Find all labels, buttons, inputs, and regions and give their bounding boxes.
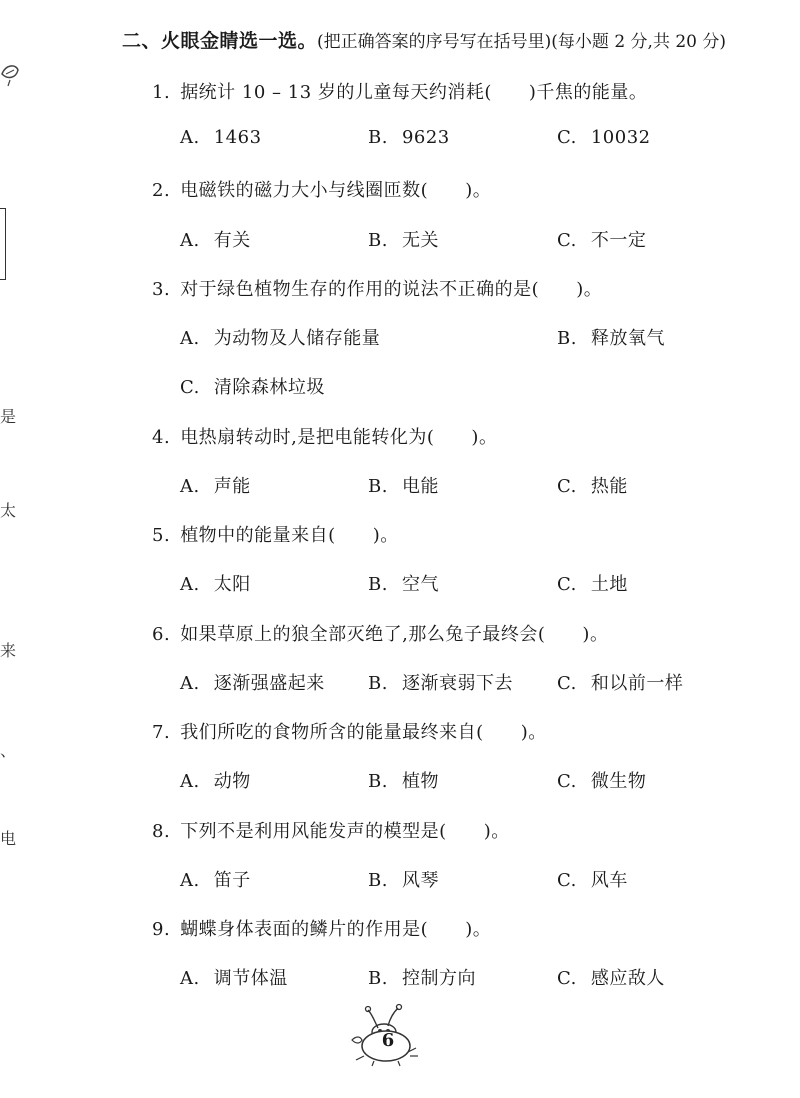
- option-text: 笛子: [213, 870, 251, 891]
- option-b[interactable]: [368, 964, 476, 990]
- edge-char: 电: [0, 829, 17, 848]
- option-b[interactable]: [368, 767, 439, 793]
- option-text: 热能: [590, 476, 628, 497]
- option-text: 无关: [401, 230, 439, 251]
- question-number: 3.: [152, 279, 171, 300]
- option-text: 空气: [401, 574, 439, 595]
- option-text: 声能: [213, 476, 251, 497]
- option-c[interactable]: [557, 866, 628, 892]
- option-text: 逐渐衰弱下去: [401, 673, 513, 694]
- edge-box: [0, 208, 6, 280]
- option-text: 有关: [213, 230, 251, 251]
- option-text: 调节体温: [213, 968, 288, 989]
- option-letter: C.: [557, 870, 577, 891]
- option-letter: C.: [557, 771, 577, 792]
- question-1: [152, 78, 647, 104]
- option-b[interactable]: [368, 669, 513, 695]
- question-6: [152, 620, 608, 646]
- option-c[interactable]: [557, 767, 646, 793]
- option-letter: A.: [180, 968, 200, 989]
- option-b[interactable]: [557, 324, 665, 350]
- option-letter: B.: [368, 771, 388, 792]
- option-letter: B.: [368, 230, 388, 251]
- option-text: 动物: [213, 771, 251, 792]
- option-letter: C.: [557, 574, 577, 595]
- option-letter: B.: [368, 574, 388, 595]
- option-text: 土地: [590, 574, 628, 595]
- option-text: 和以前一样: [590, 673, 684, 694]
- question-number: 4.: [152, 427, 171, 448]
- question-number: 6.: [152, 624, 171, 645]
- option-text: 为动物及人储存能量: [213, 328, 381, 349]
- option-letter: A.: [180, 870, 200, 891]
- option-text: 电能: [401, 476, 439, 497]
- option-b[interactable]: [368, 866, 439, 892]
- option-text: 9623: [401, 127, 450, 148]
- option-c[interactable]: [557, 669, 683, 695]
- edge-char: 太: [0, 501, 17, 520]
- option-letter: A.: [180, 230, 200, 251]
- option-letter: B.: [368, 673, 388, 694]
- page-number: 6: [381, 1030, 395, 1051]
- option-a[interactable]: [180, 767, 251, 793]
- option-letter: A.: [180, 771, 200, 792]
- edge-char: 、: [0, 741, 17, 760]
- question-4: [152, 423, 497, 449]
- option-a[interactable]: [180, 570, 251, 596]
- option-a[interactable]: [180, 127, 262, 148]
- question-text: 电磁铁的磁力大小与线圈匝数( )。: [180, 180, 492, 201]
- question-text: 蝴蝶身体表面的鳞片的作用是( )。: [180, 919, 492, 940]
- option-letter: A.: [180, 574, 200, 595]
- option-text: 不一定: [590, 230, 647, 251]
- option-text: 感应敌人: [590, 968, 665, 989]
- section-heading: 二、火眼金睛选一选。: [122, 30, 318, 52]
- question-number: 7.: [152, 722, 171, 743]
- option-text: 风琴: [401, 870, 439, 891]
- question-8: [152, 817, 510, 843]
- question-text: 据统计 10 – 13 岁的儿童每天约消耗( )千焦的能量。: [180, 82, 648, 103]
- option-letter: C.: [557, 476, 577, 497]
- option-c[interactable]: [180, 373, 325, 399]
- option-a[interactable]: [180, 669, 325, 695]
- option-letter: B.: [368, 476, 388, 497]
- question-text: 下列不是利用风能发声的模型是( )。: [180, 821, 510, 842]
- option-text: 植物: [401, 771, 439, 792]
- option-letter: C.: [557, 127, 577, 148]
- option-letter: B.: [368, 968, 388, 989]
- option-letter: B.: [368, 127, 388, 148]
- option-letter: C.: [557, 230, 577, 251]
- option-letter: C.: [180, 377, 200, 398]
- question-3: [152, 275, 602, 301]
- question-text: 电热扇转动时,是把电能转化为( )。: [180, 427, 498, 448]
- option-text: 逐渐强盛起来: [213, 673, 325, 694]
- option-letter: B.: [557, 328, 577, 349]
- question-9: [152, 915, 491, 941]
- option-letter: A.: [180, 328, 200, 349]
- option-text: 10032: [590, 127, 651, 148]
- question-text: 我们所吃的食物所含的能量最终来自( )。: [180, 722, 547, 743]
- option-letter: A.: [180, 476, 200, 497]
- option-letter: C.: [557, 968, 577, 989]
- option-a[interactable]: [180, 324, 380, 350]
- option-text: 微生物: [590, 771, 647, 792]
- edge-char: 来: [0, 641, 17, 660]
- section-title: [122, 26, 726, 53]
- section-instructions: (把正确答案的序号写在括号里)(每小题 2 分,共 20 分): [317, 32, 727, 52]
- question-number: 9.: [152, 919, 171, 940]
- option-c[interactable]: [557, 964, 665, 990]
- option-letter: B.: [368, 870, 388, 891]
- question-5: [152, 521, 399, 547]
- option-text: 风车: [590, 870, 628, 891]
- option-text: 1463: [213, 127, 262, 148]
- option-c[interactable]: [557, 127, 651, 148]
- question-number: 5.: [152, 525, 171, 546]
- option-a[interactable]: [180, 472, 251, 498]
- option-c[interactable]: [557, 226, 646, 252]
- question-number: 2.: [152, 180, 171, 201]
- option-c[interactable]: [557, 570, 628, 596]
- option-text: 释放氧气: [590, 328, 665, 349]
- option-letter: A.: [180, 127, 200, 148]
- option-a[interactable]: [180, 226, 251, 252]
- option-a[interactable]: [180, 866, 251, 892]
- leaf-ornament-icon: [0, 60, 22, 88]
- option-text: 清除森林垃圾: [213, 377, 325, 398]
- option-a[interactable]: [180, 964, 288, 990]
- question-text: 对于绿色植物生存的作用的说法不正确的是( )。: [180, 279, 603, 300]
- question-number: 8.: [152, 821, 171, 842]
- question-2: [152, 176, 491, 202]
- question-7: [152, 718, 547, 744]
- option-text: 控制方向: [401, 968, 476, 989]
- question-text: 植物中的能量来自( )。: [180, 525, 399, 546]
- option-letter: C.: [557, 673, 577, 694]
- option-b[interactable]: [368, 127, 450, 148]
- option-text: 太阳: [213, 574, 251, 595]
- option-b[interactable]: [368, 226, 439, 252]
- option-b[interactable]: [368, 570, 439, 596]
- option-c[interactable]: [557, 472, 628, 498]
- question-number: 1.: [152, 82, 171, 103]
- option-letter: A.: [180, 673, 200, 694]
- option-b[interactable]: [368, 472, 439, 498]
- question-text: 如果草原上的狼全部灭绝了,那么兔子最终会( )。: [180, 624, 609, 645]
- edge-char: 是: [0, 407, 17, 426]
